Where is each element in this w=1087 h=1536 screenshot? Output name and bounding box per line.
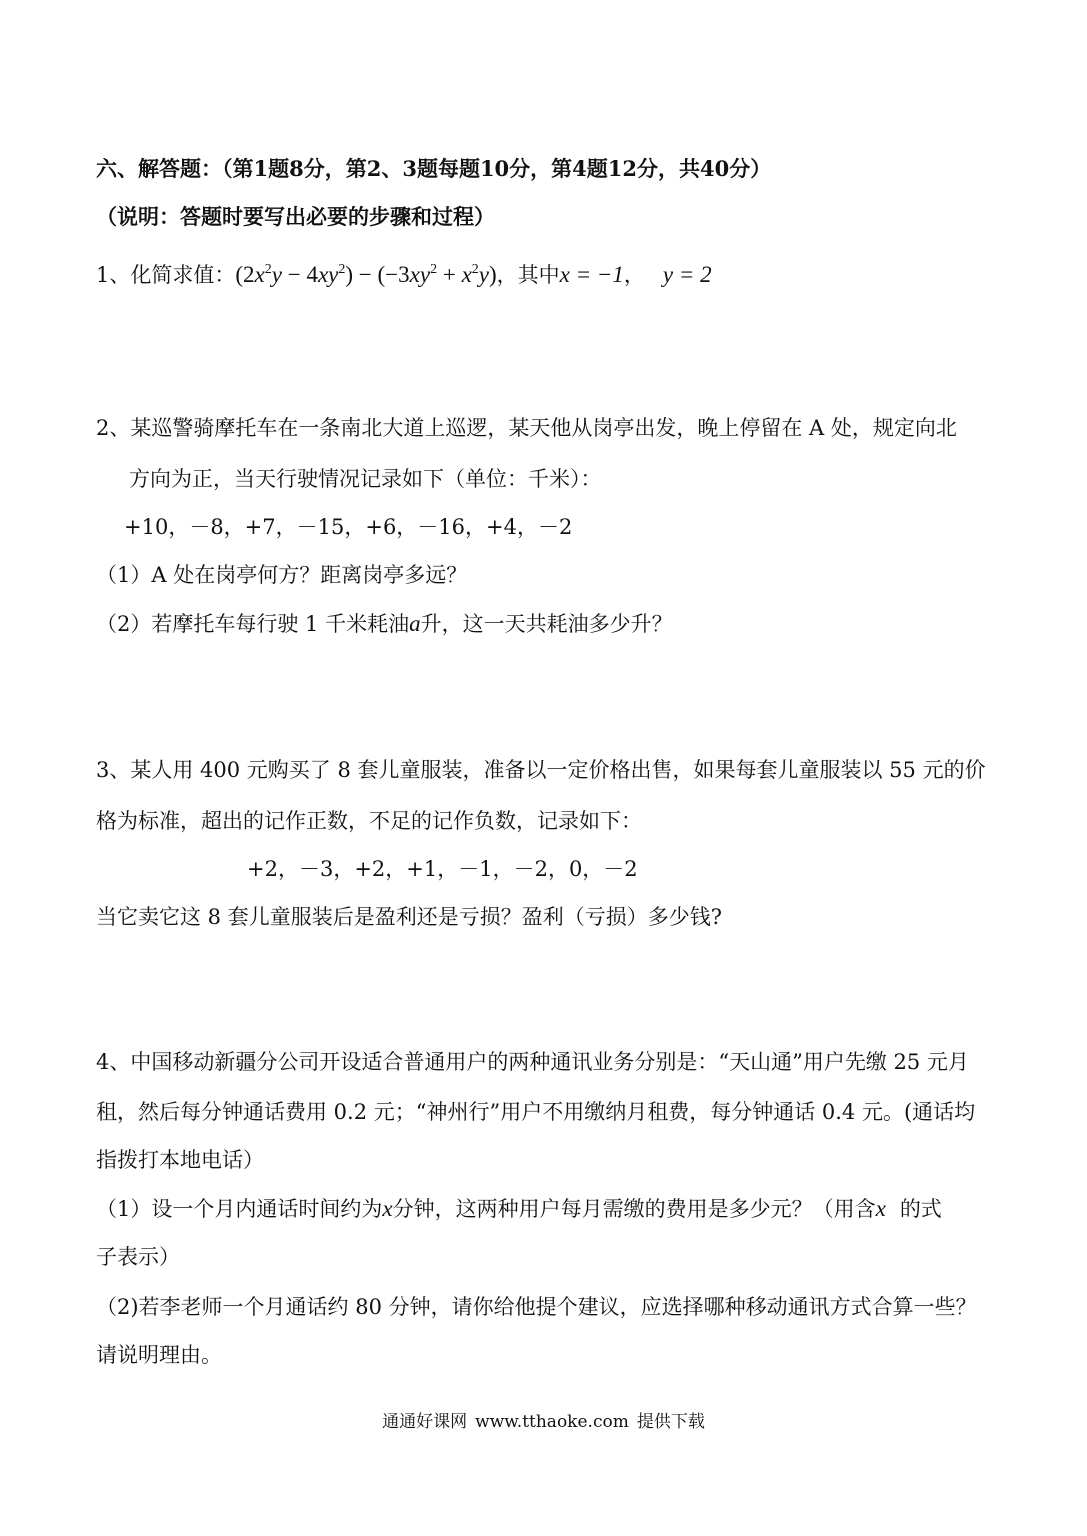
question-4-sub-1-part-c: 的式 bbox=[899, 1197, 942, 1221]
question-2-sub-1: （1）A 处在岗亭何方？距离岗亭多远？ bbox=[96, 563, 468, 587]
question-4-sub-2-line-1: （2)若李老师一个月通话约 80 分钟，请你给他提个建议，应选择哪种移动通讯方式合算一些？ bbox=[96, 1295, 977, 1319]
question-4-sub-1 bbox=[96, 1195, 942, 1223]
section-heading: 六、解答题：（第1题8分，第2、3题每题10分，第4题12分，共40分） bbox=[96, 156, 772, 181]
question-2-sub-2 bbox=[96, 610, 673, 638]
question-1 bbox=[96, 261, 712, 289]
question-4-sub-2-line-2: 请说明理由。 bbox=[96, 1343, 222, 1367]
question-2-sub-2-part-a: （2）若摩托车每行驶 1 千米耗油 bbox=[96, 612, 410, 636]
question-4-sub-1-variable: x bbox=[382, 1196, 393, 1221]
page-footer bbox=[0, 1410, 1087, 1434]
question-4-line-1: 4、中国移动新疆分公司开设适合普通用户的两种通讯业务分别是：“天山通”用户先缴 25 元月 bbox=[96, 1050, 969, 1074]
question-1-condition-prefix: ，其中 bbox=[496, 263, 560, 287]
question-4-line-3: 指拨打本地电话） bbox=[96, 1148, 264, 1172]
question-1-condition-y: y = 2 bbox=[662, 262, 712, 287]
question-4-sub-1-line-2: 子表示） bbox=[96, 1245, 180, 1269]
question-1-prefix: 1、化简求值： bbox=[96, 263, 236, 287]
section-note: （说明：答题时要写出必要的步骤和过程） bbox=[96, 204, 495, 229]
question-2-line-2: 方向为正，当天行驶情况记录如下（单位：千米）： bbox=[129, 467, 602, 491]
question-3-data: +2，－3，+2，+1，－1，－2，0，－2 bbox=[247, 857, 638, 881]
question-2-sub-2-part-b: 升，这一天共耗油多少升？ bbox=[420, 612, 673, 636]
question-1-expression: $(2x^2y - 4xy^2) - (-3xy^2 + x^2y)$ bbox=[235, 262, 497, 287]
question-1-condition-sep: ， bbox=[623, 263, 645, 287]
question-3-line-2: 格为标准，超出的记作正数，不足的记作负数，记录如下： bbox=[96, 809, 642, 833]
footer-site-name: 通通好课网 bbox=[382, 1412, 468, 1432]
question-3-question: 当它卖它这 8 套儿童服装后是盈利还是亏损？盈利（亏损）多少钱? bbox=[96, 905, 722, 929]
question-2-line-1: 2、某巡警骑摩托车在一条南北大道上巡逻，某天他从岗亭出发，晚上停留在 A 处，规定向北 bbox=[96, 416, 957, 440]
question-4-line-2: 租，然后每分钟通话费用 0.2 元；“神州行”用户不用缴纳月租费，每分钟通话 0.4 元。(通话均 bbox=[96, 1100, 976, 1124]
question-3-line-1: 3、某人用 400 元购买了 8 套儿童服装，准备以一定价格出售，如果每套儿童服装以 55 元的价 bbox=[96, 758, 986, 782]
question-4-sub-1-part-a: （1）设一个月内通话时间约为 bbox=[96, 1197, 383, 1221]
footer-url[interactable]: www.tthaoke.com bbox=[475, 1412, 629, 1432]
question-4-sub-1-part-b: 分钟，这两种用户每月需缴的费用是多少元？（用含 bbox=[392, 1197, 876, 1221]
question-2-data: +10，－8，+7，－15，+6，－16，+4，－2 bbox=[124, 515, 573, 539]
question-2-sub-2-variable: a bbox=[409, 611, 421, 636]
footer-suffix: 提供下载 bbox=[636, 1412, 705, 1432]
question-1-condition-x: x = −1 bbox=[559, 262, 624, 287]
question-4-sub-1-variable-2: x bbox=[875, 1196, 886, 1221]
